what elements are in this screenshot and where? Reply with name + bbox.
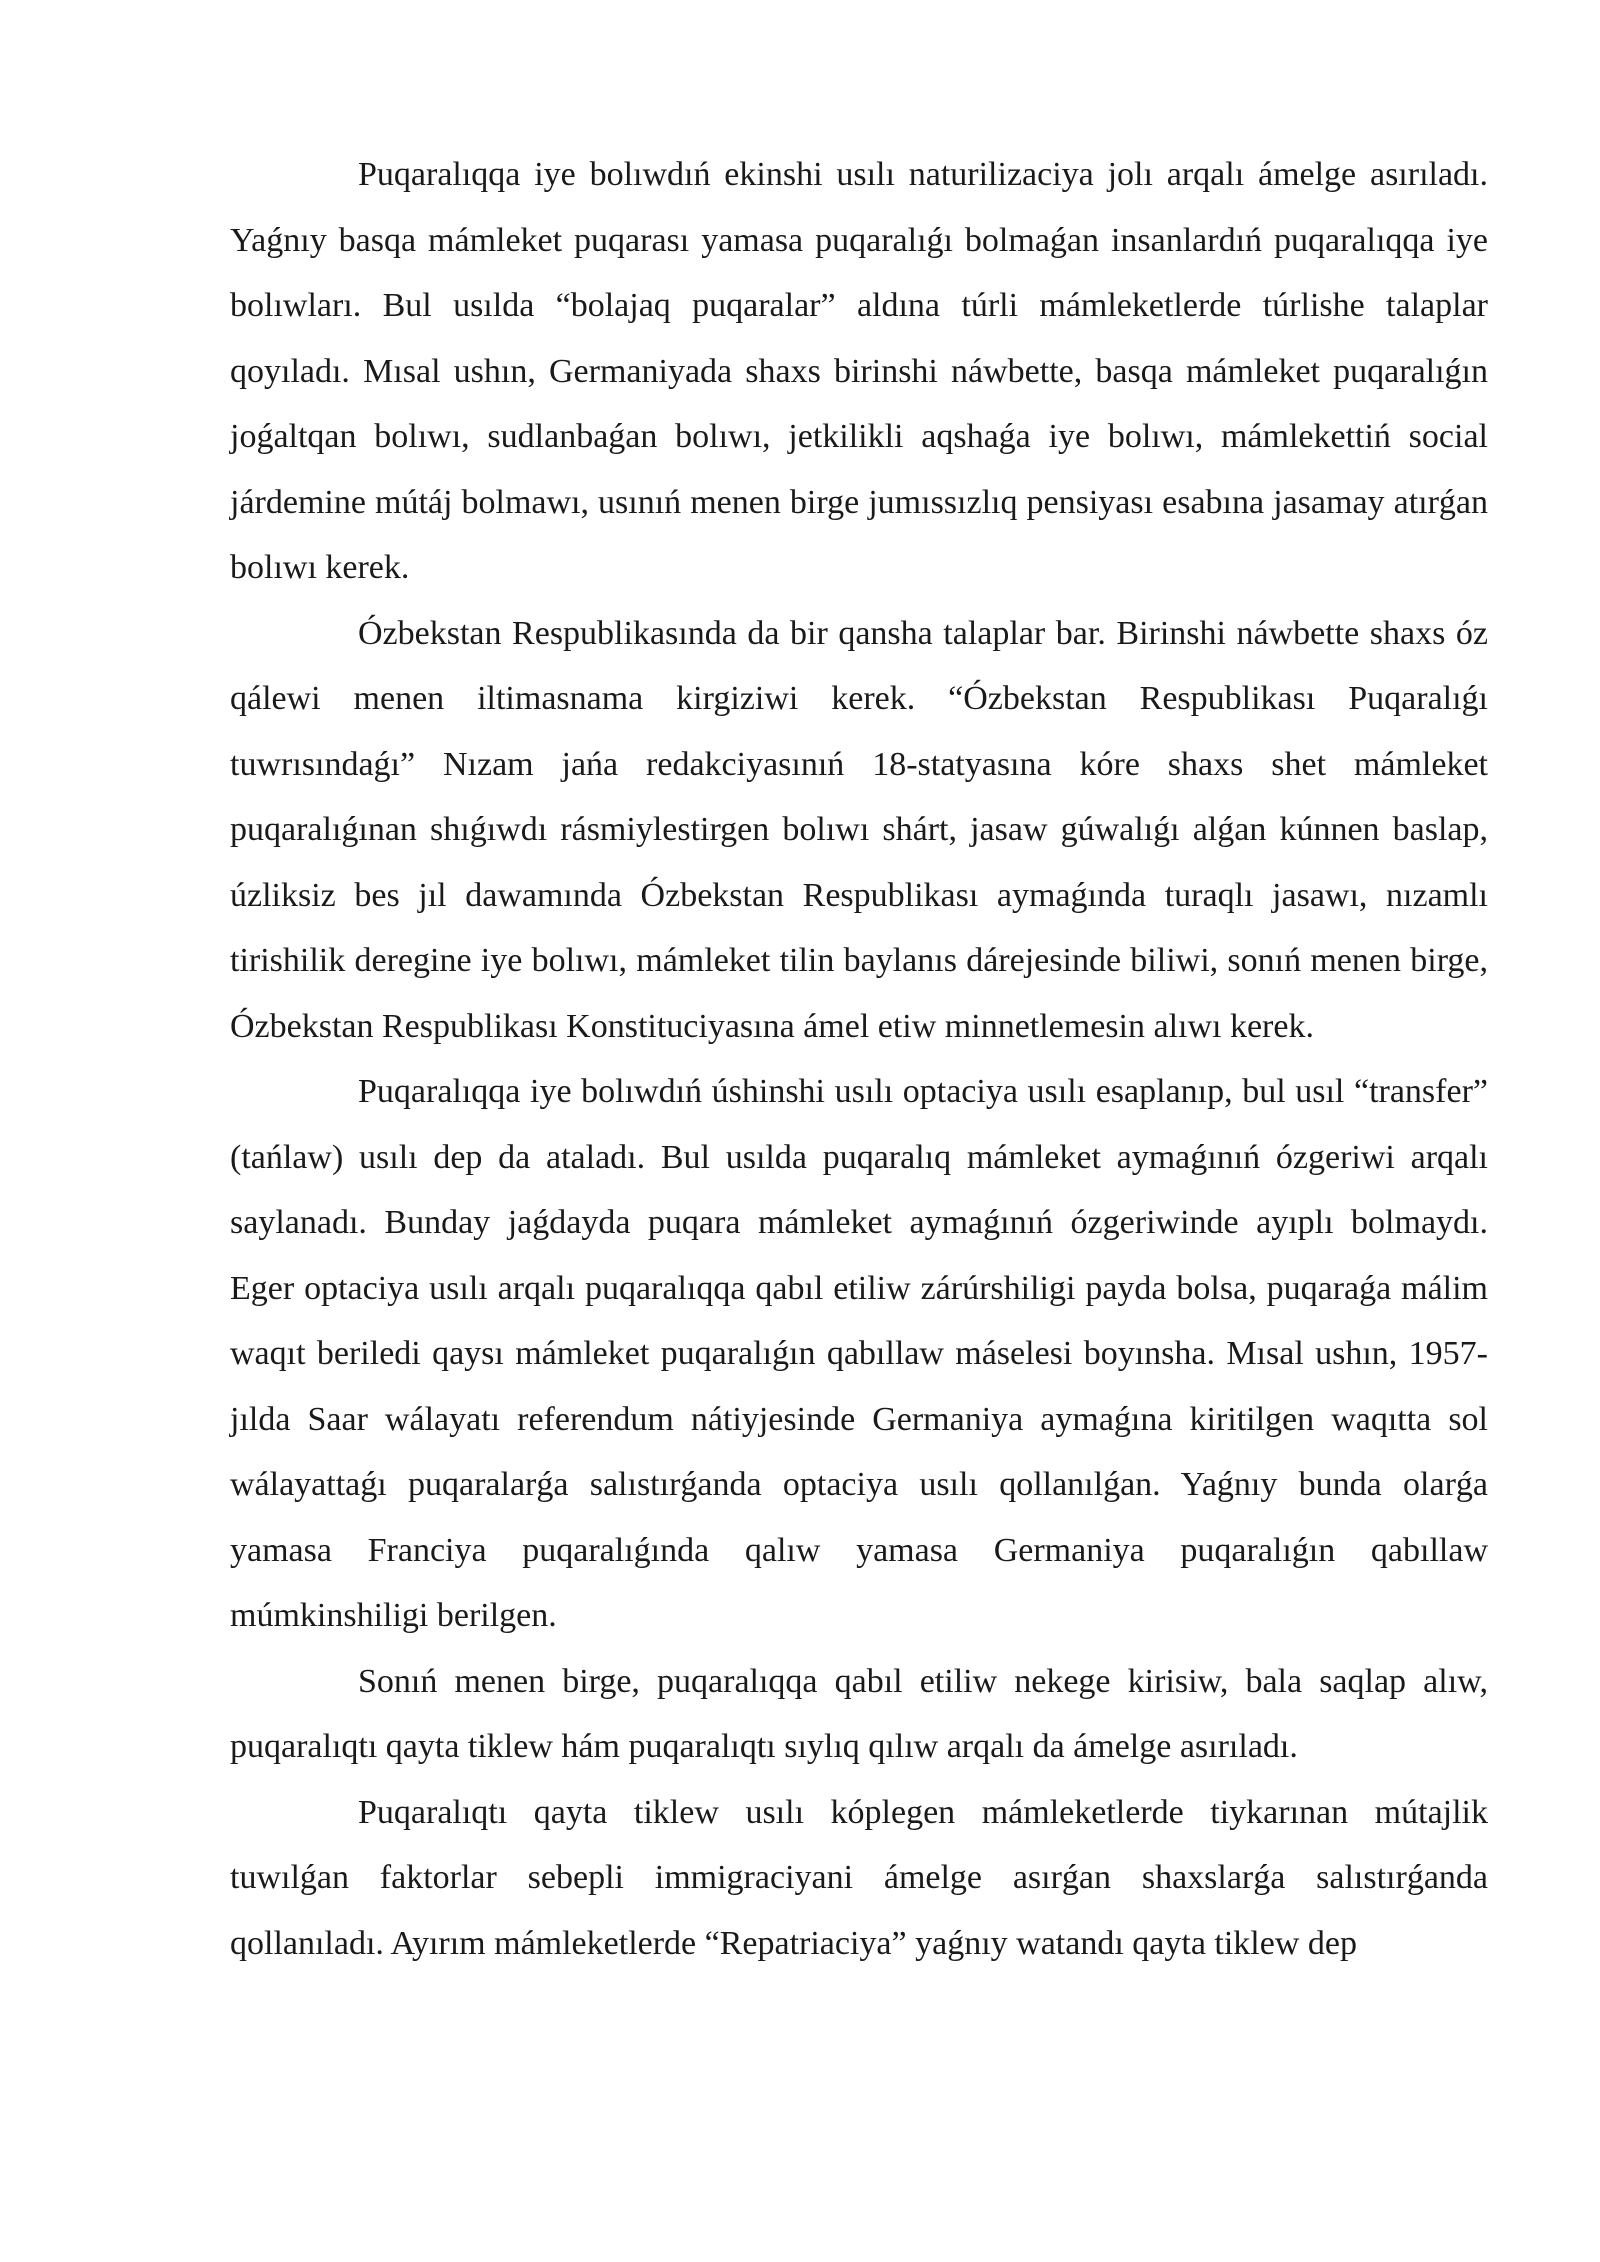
paragraph-uzbekistan-requirements: Ózbekstan Respublikasında da bir qansha talaplar bar. Birinshi náwbette shaxs óz qálewi menen iltimasnama kirgiziwi kerek. “Ózbekstan Respublikası Puqaralıǵı tuwrısındaǵı” Nızam jańa redakciyasınıń 18-statyasına kóre shaxs shet mámleket puqaralıǵınan shıǵıwdı rásmiylestirgen bolıwı shárt, jasaw gúwalıǵı alǵan kúnnen baslap, úzliksiz bes jıl dawamında Ózbekstan Respublikası aymaǵında turaqlı jasawı, nızamlı tirishilik deregine iye bolıwı, mámleket tilin baylanıs dárejesinde biliwi, sonıń menen birge, Ózbekstan Respublikası Konstituciyasına ámel etiw minnetlemesin alıwı kerek. bbox=[230, 614, 1488, 1045]
paragraph-restoration: Puqaralıqtı qayta tiklew usılı kóplegen mámleketlerde tiykarınan mútajlik tuwılǵan faktorlar sebepli immigraciyani ámelge asırǵan shaxslarǵa salıstırǵanda qollanıladı. Ayırım mámleketlerde “Repatriaciya” yaǵnıy watandı qayta tiklew dep bbox=[230, 1793, 1488, 1962]
document-body bbox=[230, 142, 1488, 1976]
paragraph-naturalization: Puqaralıqqa iye bolıwdıń ekinshi usılı naturilizaciya jolı arqalı ámelge asırıladı. Yaǵnıy basqa mámleket puqarası yamasa puqaralıǵı bolmaǵan insanlardıń puqaralıqqa iye bolıwları. Bul usılda “bolajaq puqaralar” aldına túrli mámleketlerde túrlishe talaplar qoyıladı. Mısal ushın, Germaniyada shaxs birinshi náwbette, basqa mámleket puqaralıǵın joǵaltqan bolıwı, sudlanbaǵan bolıwı, jetkilikli aqshaǵa iye bolıwı, mámlekettiń social járdemine mútáj bolmawı, usınıń menen birge jumıssızlıq pensiyası esabına jasamay atırǵan bolıwı kerek. bbox=[230, 156, 1488, 586]
paragraph-other-methods: Sonıń menen birge, puqaralıqqa qabıl etiliw nekege kirisiw, bala saqlap alıw, puqaralıqtı qayta tiklew hám puqaralıqtı sıylıq qılıw arqalı da ámelge asırıladı. bbox=[230, 1662, 1488, 1765]
paragraph-optation: Puqaralıqqa iye bolıwdıń úshinshi usılı optaciya usılı esaplanıp, bul usıl “transfer” (tańlaw) usılı dep da ataladı. Bul usılda puqaralıq mámleket aymaǵınıń ózgeriwi arqalı saylanadı. Bunday jaǵdayda puqara mámleket aymaǵınıń ózgeriwinde ayıplı bolmaydı. Eger optaciya usılı arqalı puqaralıqqa qabıl etiliw zárúrshiligi payda bolsa, puqaraǵa málim waqıt beriledi qaysı mámleket puqaralıǵın qabıllaw máselesi boyınsha. Mısal ushın, 1957-jılda Saar wálayatı referendum nátiyjesinde Germaniya aymaǵına kiritilgen waqıtta sol wálayattaǵı puqaralarǵa salıstırǵanda optaciya usılı qollanılǵan. Yaǵnıy bunda olarǵa yamasa Franciya puqaralıǵında qalıw yamasa Germaniya puqaralıǵın qabıllaw múmkinshiligi berilgen. bbox=[230, 1073, 1488, 1634]
